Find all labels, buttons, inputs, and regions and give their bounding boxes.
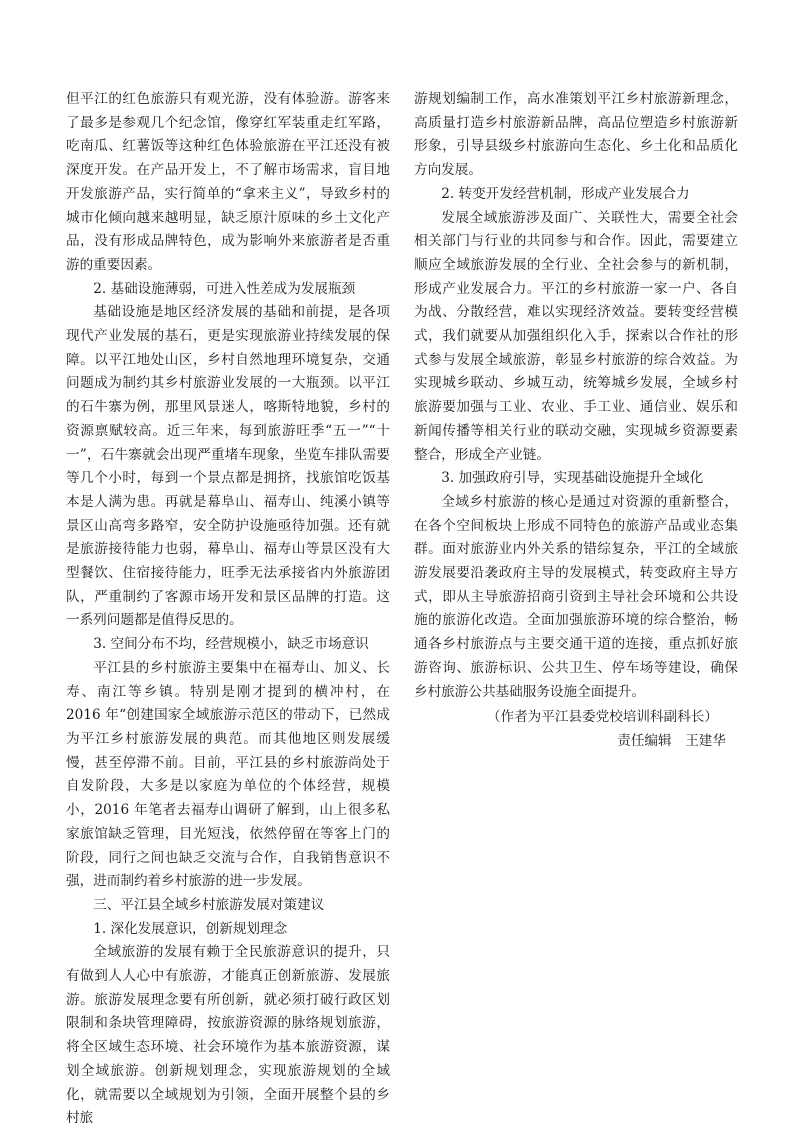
paragraph: 发展全域旅游涉及面广、关联性大，需要全社会相关部门与行业的共同参与和合作。因此，需要建立顺应全域旅游发展的全行业、全社会参与的新机制，形成产业发展合力。平江的乡村旅游一家一户、各自为战、分散经营，难以实现经济效益。要转变经营模式，我们就要从加强组织化入手，探索以合作社的形式参与发展全域旅游，彰显乡村旅游的综合效益。为实现城乡联动、乡城互动，统筹城乡发展，全域乡村旅游要加强与工业、农业、手工业、通信业、娱乐和新闻传播等相关行业的联动交融，实现城乡资源要素整合，形成全产业链。 (414, 209, 738, 463)
paragraph: 但平江的红色旅游只有观光游，没有体验游。游客来了最多是参观几个纪念馆，像穿红军装重走红军路，吃南瓜、红薯饭等这种红色体验旅游在平江还没有被深度开发。在产品开发上，不了解市场需求，盲目地开发旅游产品，实行简单的“拿来主义”，导致乡村的城市化倾向越来越明显，缺乏原汁原味的乡土文化产品，没有形成品牌特色，成为影响外来旅游者是否重游的重要因素。 (66, 91, 390, 273)
paragraph: 平江县的乡村旅游主要集中在福寿山、加义、长寿、南江等乡镇。特别是刚才提到的横冲村，在 2016 年“创建国家全域旅游示范区的带动下，已然成为平江乡村旅游发展的典范。而其他地区则发展缓慢，甚至停滞不前。目前，平江县的乡村旅游尚处于自发阶段，大多是以家庭为单位的个体经营，规模小，2016 年笔者去福寿山调研了解到，山上很多私家旅馆缺乏管理，目光短浅，依然停留在等客上门的阶段，同行之间也缺乏交流与合作，自我销售意识不强，进而制约着乡村旅游的进一步发展。 (66, 659, 390, 890)
left-column (66, 88, 390, 1131)
subheading: 3. 加强政府引导，实现基础设施提升全域化 (441, 470, 704, 487)
subheading: 2. 转变开发经营机制，形成产业发展合力 (441, 185, 690, 202)
paragraph: 游规划编制工作，高水准策划平江乡村旅游新理念，高质量打造乡村旅游新品牌，高品位塑造乡村旅游新形象，引导县级乡村旅游向生态化、乡土化和品质化方向发展。 (414, 91, 738, 179)
section-heading: 三、平江县全域乡村旅游发展对策建议 (93, 896, 325, 913)
paragraph: 全域旅游的发展有赖于全民旅游意识的提升，只有做到人人心中有旅游，才能真正创新旅游、发展旅游。旅游发展理念要有所创新，就必须打破行政区划限制和条块管理障碍，按旅游资源的脉络规划旅游，将全区域生态环境、社会环境作为基本旅游资源，谋划全域旅游。创新规划理念，实现旅游规划的全域化，就需要以全域规划为引领，全面开展整个县的乡村旅 (66, 944, 390, 1127)
subheading: 2. 基础设施薄弱，可进入性差成为发展瓶颈 (93, 280, 356, 297)
paragraph: 全域乡村旅游的核心是通过对资源的重新整合，在各个空间板块上形成不同特色的旅游产品或业态集群。面对旅游业内外关系的错综复杂，平江的全域旅游发展要沿袭政府主导的发展模式，转变政府主导方式，即从主导旅游招商引资到主导社会环境和公共设施的旅游化改造。全面加强旅游环境的综合整治，畅通各乡村旅游点与主要交通干道的连接，重点抓好旅游咨询、旅游标识、公共卫生、停车场等建设，确保乡村旅游公共基础服务设施全面提升。 (414, 493, 738, 700)
paragraph: 基础设施是地区经济发展的基础和前提，是各项现代产业发展的基石，更是实现旅游业持续发展的保障。以平江地处山区，乡村自然地理环境复杂，交通问题成为制约其乡村旅游业发展的一大瓶颈。以平江的石牛寨为例，那里风景迷人，喀斯特地貌，乡村的资源禀赋较高。近三年来，每到旅游旺季“五一”“十一”，石牛寨就会出现严重堵车现象，坐览车排队需要等几个小时，每到一个景点都是拥挤，找旅馆吃饭基本是人满为患。再就是幕阜山、福寿山、纯溪小镇等景区山高弯多路窄，安全防护设施亟待加强。还有就是旅游接待能力也弱，幕阜山、福寿山等景区没有大型餐饮、住宿接待能力，旺季无法承接省内外旅游团队，严重制约了客源市场开发和景区品牌的打造。这一系列问题都是值得反思的。 (66, 304, 390, 629)
subheading: 1. 深化发展意识，创新规划理念 (93, 920, 288, 937)
author-note: （作者为平江县委党校培训科副科长） (486, 709, 718, 726)
editor-credit: 责任编辑 王建华 (617, 732, 726, 749)
right-column (414, 88, 738, 754)
subheading: 3. 空间分布不均，经营规模小，缺乏市场意识 (93, 636, 369, 653)
